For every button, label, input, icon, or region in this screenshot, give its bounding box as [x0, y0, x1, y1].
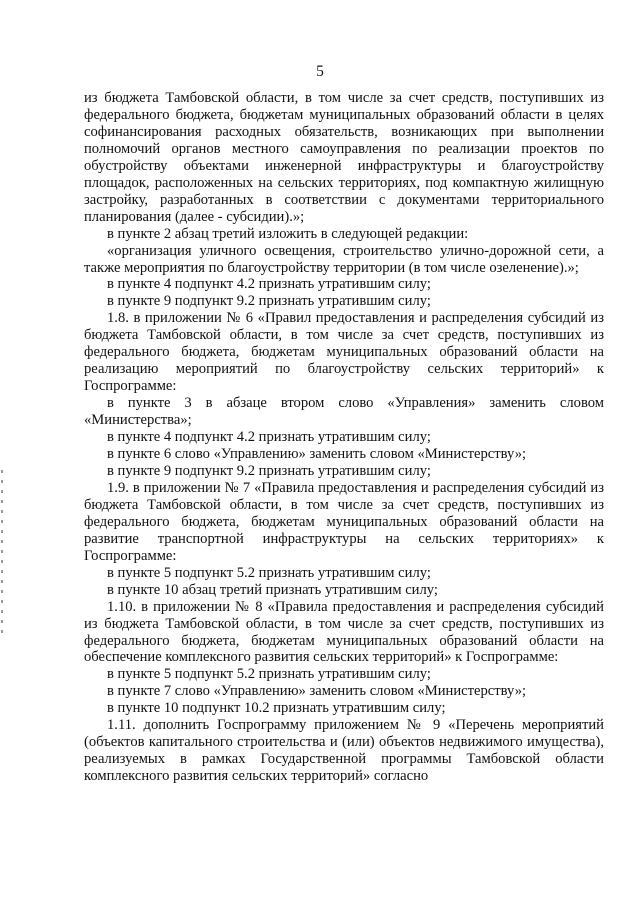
paragraph: в пункте 4 подпункт 4.2 признать утратившим силу;	[107, 276, 431, 293]
paragraph: 1.11. дополнить Госпрограмму приложением № 9 «Перечень мероприятий (объектов капитального строительства и (или) объектов недвижимого имущества), реализуемых в рамках Государственной программы Тамбовской области комплексного развития сельских территорий» согласно	[84, 717, 604, 785]
paragraph: 1.9. в приложении № 7 «Правила предоставления и распределения субсидий из бюджета Тамбовской области, в том числе за счет средств, поступивших из федерального бюджета, бюджетам муниципальных образований области на развитие транспортной инфраструктуры на сельских территориях» к Госпрограмме:	[84, 479, 604, 564]
paragraph: в пункте 10 абзац третий признать утратившим силу;	[107, 581, 438, 598]
paragraph: в пункте 10 подпункт 10.2 признать утратившим силу;	[107, 700, 446, 717]
paragraph: 1.8. в приложении № 6 «Правил предоставления и распределения субсидий из бюджета Тамбовской области, в том числе за счет средств, поступивших из федерального бюджета, бюджетам муниципальных образований области на реализацию мероприятий по благоустройству сельских территорий» к Госпрограмме:	[84, 310, 604, 395]
page-number: 5	[316, 63, 324, 80]
paragraph: в пункте 2 абзац третий изложить в следующей редакции:	[107, 225, 469, 242]
paragraph: 1.10. в приложении № 8 «Правила предоставления и распределения субсидий из бюджета Тамбовской области, в том числе за счет средств, поступивших из федерального бюджета, бюджетам муниципальных образований области на обеспечение комплексного развития сельских территорий» к Госпрограмме:	[84, 598, 604, 666]
document-body	[84, 90, 604, 785]
paragraph: в пункте 9 подпункт 9.2 признать утратившим силу;	[107, 293, 431, 310]
paragraph: в пункте 4 подпункт 4.2 признать утратившим силу;	[107, 429, 431, 446]
paragraph: в пункте 9 подпункт 9.2 признать утратившим силу;	[107, 462, 431, 479]
paragraph: в пункте 6 слово «Управлению» заменить словом «Министерству»;	[107, 446, 527, 463]
paragraph: в пункте 5 подпункт 5.2 признать утратившим силу;	[107, 666, 431, 683]
paragraph-continuation: из бюджета Тамбовской области, в том числе за счет средств, поступивших из федерального бюджета, бюджетам муниципальных образований области в целях софинансирования расходных обязательств, возникающих при выполнении полномочий органов местного самоуправления по реализации проектов по обустройству объектами инженерной инфраструктуры и благоустройству площадок, расположенных на сельских территориях, под компактную жилищную застройку, разработанных в соответствии с документами территориального планирования (далее - субсидии).»;	[84, 90, 604, 225]
paragraph: в пункте 7 слово «Управлению» заменить словом «Министерству»;	[107, 683, 527, 700]
paragraph: в пункте 5 подпункт 5.2 признать утратившим силу;	[107, 564, 431, 581]
paragraph: в пункте 3 в абзаце втором слово «Управления» заменить словом «Министерства»;	[84, 395, 604, 429]
paragraph: «организация уличного освещения, строительство улично-дорожной сети, а также мероприятия по благоустройству территории (в том числе озеленение).»;	[84, 242, 604, 276]
binding-marks	[1, 470, 5, 640]
